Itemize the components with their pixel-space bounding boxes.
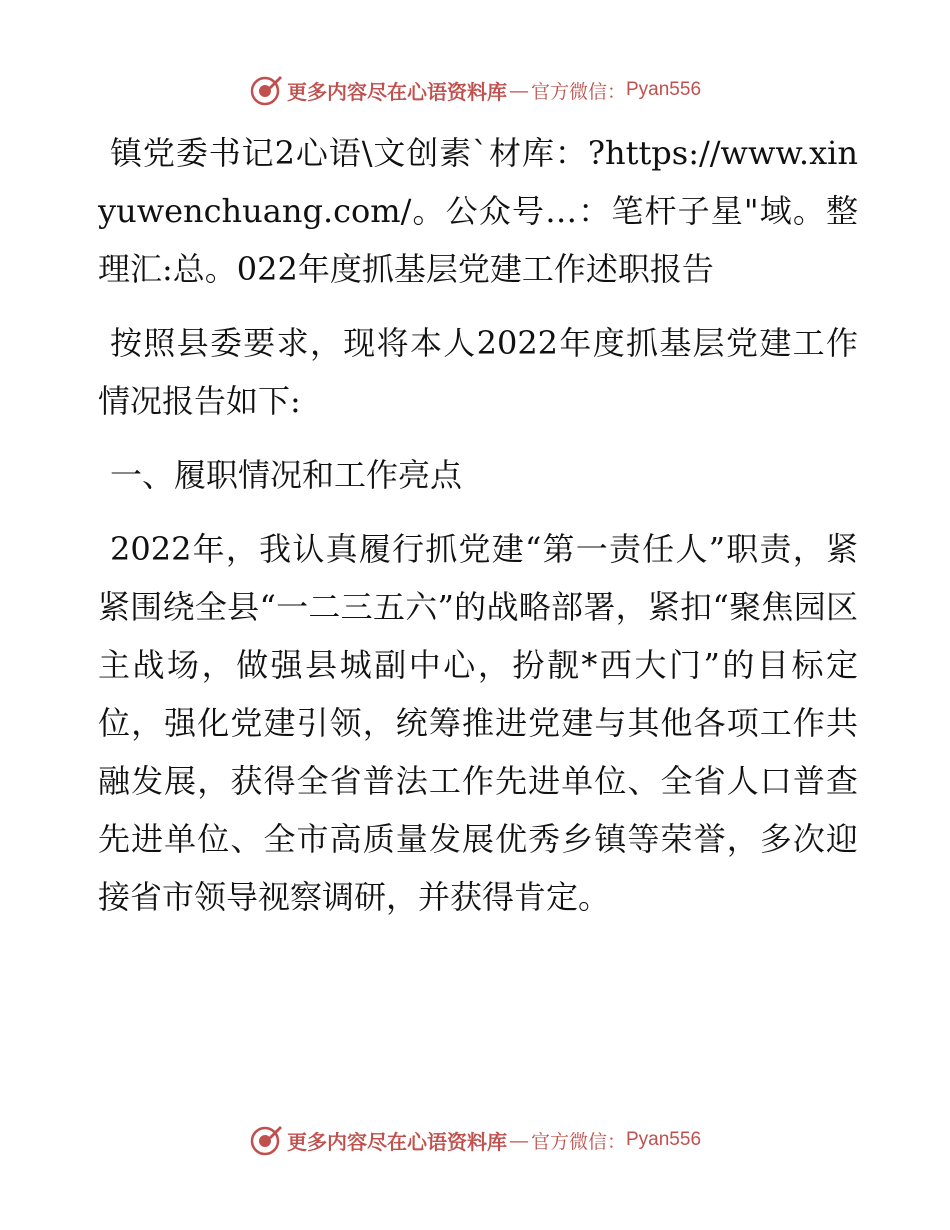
document-body <box>98 124 858 942</box>
banner-wechat-label: 官方微信： <box>530 80 626 103</box>
document-title: 镇党委书记2心语\文创素`材库：?https://www.xinyuwenchuang.com/。公众号…：笔杆子星"域。整理汇:总。022年度抓基层党建工作述职报告 <box>98 134 858 288</box>
footer-banner-wechat-id: Pyan556 <box>626 1129 702 1150</box>
footer-banner-title: 更多内容尽在心语资料库 <box>286 1129 507 1154</box>
header-banner <box>0 70 950 110</box>
brush-logo-icon <box>249 73 283 107</box>
brush-logo-icon <box>249 1123 283 1157</box>
body-paragraph: 2022年，我认真履行抓党建“第一责任人”职责，紧紧围绕全县“一二三五六”的战略部署，紧扣“聚焦园区主战场，做强县城副中心，扮靓*西大门”的目标定位，强化党建引领，统筹推进党建与其他各项工作共融发展，获得全省普法工作先进单位、全省人口普查先进单位、全市高质量发展优秀乡镇等荣誉，多次迎接省市领导视察调研，并获得肯定。 <box>98 530 858 916</box>
section-heading: 一、履职情况和工作亮点 <box>110 456 463 494</box>
footer-banner-dash: — <box>508 1128 529 1152</box>
banner-wechat-id: Pyan556 <box>626 79 702 100</box>
footer-banner <box>0 1120 950 1160</box>
footer-banner-wechat-label: 官方微信： <box>530 1130 626 1153</box>
banner-title: 更多内容尽在心语资料库 <box>286 79 507 104</box>
banner-dash: — <box>508 78 529 102</box>
intro-paragraph: 按照县委要求，现将本人2022年度抓基层党建工作情况报告如下: <box>98 324 858 420</box>
